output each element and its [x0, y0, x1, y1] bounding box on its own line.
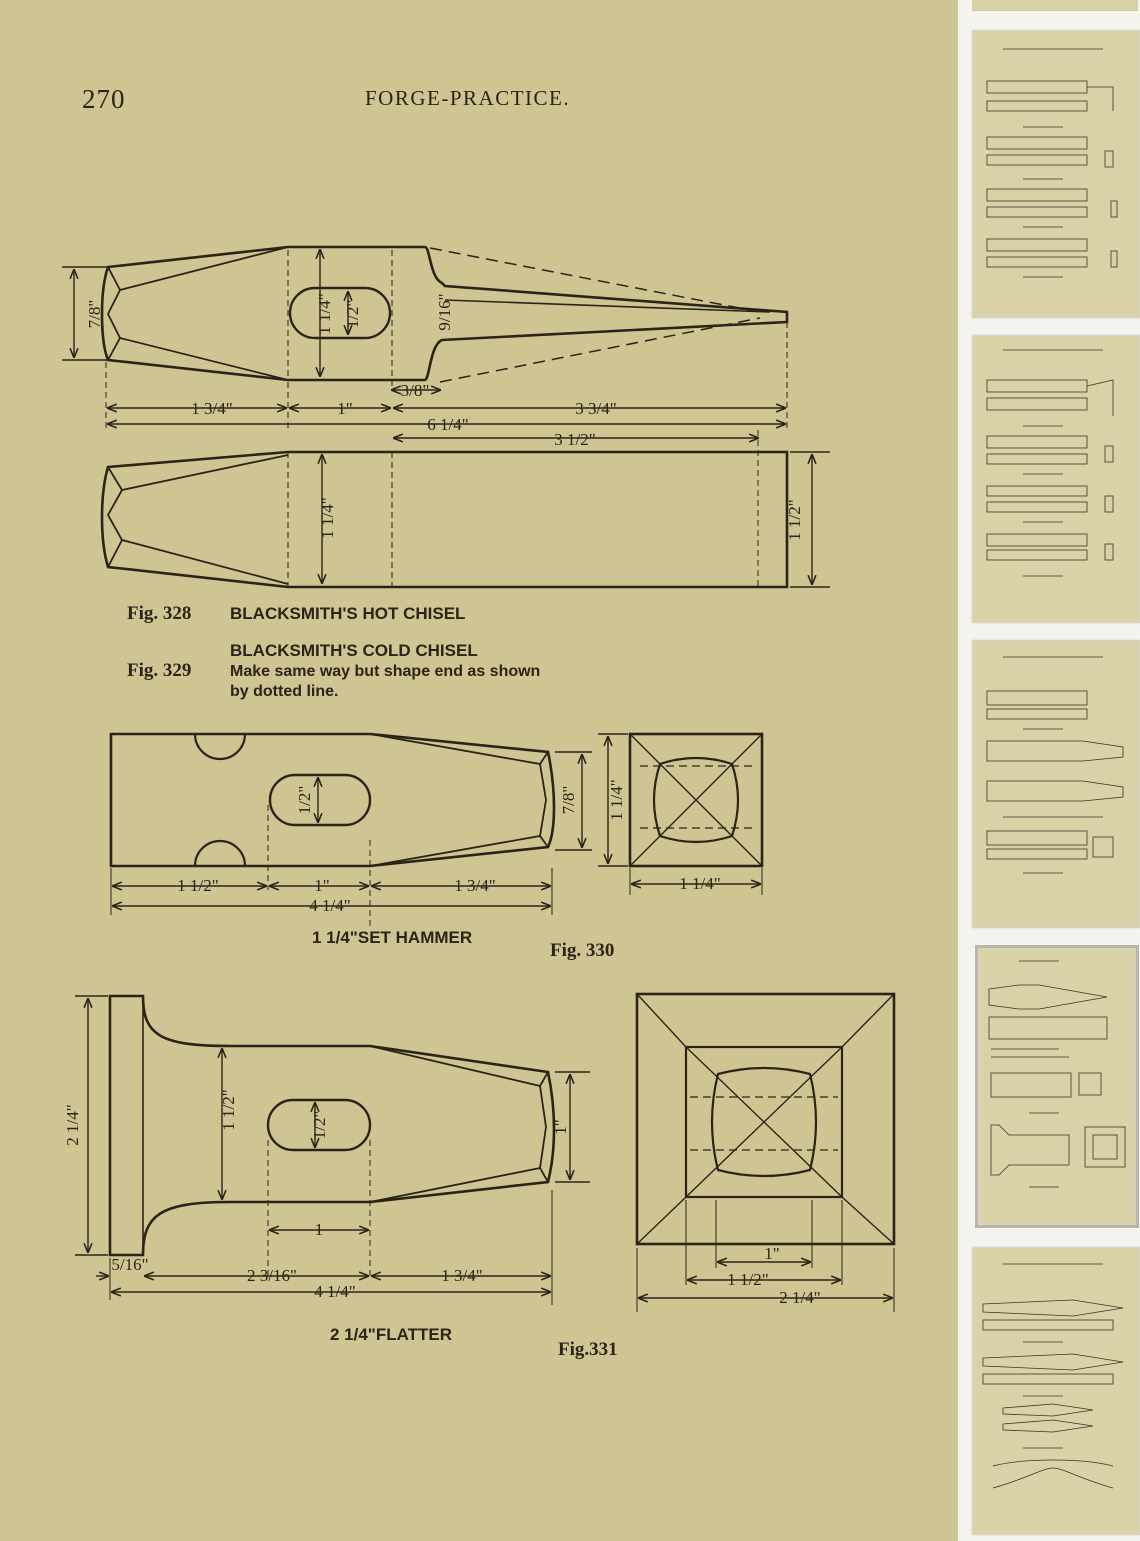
thumbnail-preview	[973, 336, 1139, 622]
dim-hot-chisel-seg-b: 1"	[337, 399, 353, 418]
dim-hot-chisel-seg-a: 1 3/4"	[191, 399, 233, 418]
dim-hot-chisel-lower-right: 1 1/2"	[785, 499, 804, 541]
thumb-page-1[interactable]	[972, 30, 1140, 318]
dim-hot-chisel-lower-mid: 1 1/4"	[318, 497, 337, 539]
dim-hot-chisel-eye-outer: 1 1/4"	[315, 293, 334, 335]
fig-329-label: Fig. 329	[127, 660, 192, 681]
dim-hot-chisel-height: 7/8"	[85, 299, 104, 329]
fig-329-note-line1: Make same way but shape end as shown	[230, 663, 541, 680]
fig-329-note-line2: by dotted line.	[230, 683, 339, 700]
thumb-page-3[interactable]	[972, 640, 1140, 928]
dim-set-hammer-square: 1 1/4"	[679, 874, 721, 893]
hot-chisel-side-view	[102, 430, 830, 587]
running-head: FORGE-PRACTICE.	[365, 86, 571, 110]
dim-flatter-seg-a: 5/16"	[111, 1255, 149, 1274]
dim-flatter-seg-b: 2 3/16"	[247, 1266, 297, 1285]
dim-flatter-inner: 1"	[764, 1244, 780, 1263]
dim-set-hammer-seg-a: 1 1/2"	[177, 876, 219, 895]
dim-flatter-eye: 1/2"	[310, 1110, 329, 1140]
flatter-end-view	[637, 994, 894, 1312]
dim-hot-chisel-neck: 9/16"	[435, 293, 454, 331]
thumb-page-2[interactable]	[972, 335, 1140, 623]
thumbnail-preview	[973, 1248, 1139, 1534]
set-hammer-side-view	[111, 734, 592, 930]
dim-flatter-eye-w: 1	[314, 1220, 324, 1239]
dim-flatter-overall: 4 1/4"	[314, 1282, 356, 1301]
dim-flatter-mid: 1 1/2"	[727, 1270, 769, 1289]
thumb-page-4-current[interactable]	[978, 948, 1136, 1225]
fig-330-label: Fig. 330	[550, 940, 615, 961]
dim-set-hammer-overall: 4 1/4"	[309, 896, 351, 915]
dim-hot-chisel-seg-d: 3 3/4"	[575, 399, 617, 418]
dim-set-hammer-side-h: 1 1/4"	[607, 779, 626, 821]
dim-flatter-outer: 2 1/4"	[779, 1288, 821, 1307]
dim-hot-chisel-eye-inner: 1/2"	[343, 299, 362, 329]
dim-hot-chisel-lower-run: 3 1/2"	[554, 430, 596, 449]
dim-set-hammer-eye: 1/2"	[295, 785, 314, 815]
dim-hot-chisel-overall: 6 1/4"	[427, 415, 469, 434]
page-thumbnail-rail[interactable]	[958, 0, 1140, 1541]
fig-329-title: BLACKSMITH'S COLD CHISEL	[230, 641, 478, 660]
thumb-page-5[interactable]	[972, 1247, 1140, 1535]
dim-flatter-height: 2 1/4"	[63, 1104, 82, 1146]
dim-set-hammer-face-h: 7/8"	[559, 785, 578, 815]
page-number: 270	[82, 84, 126, 114]
fig-328-label: Fig. 328	[127, 603, 192, 624]
dim-set-hammer-seg-c: 1 3/4"	[454, 876, 496, 895]
dim-flatter-right-h: 1"	[551, 1119, 570, 1135]
set-hammer-title: 1 1/4"SET HAMMER	[312, 928, 473, 947]
thumbnail-preview	[973, 641, 1139, 927]
thumbnail-preview	[979, 949, 1135, 1224]
flatter-side-view	[75, 996, 590, 1305]
thumbnail-preview	[973, 31, 1139, 317]
thumb-page-previous[interactable]	[972, 0, 1138, 11]
dim-flatter-body-h: 1 1/2"	[219, 1089, 238, 1131]
dim-flatter-seg-c: 1 3/4"	[441, 1266, 483, 1285]
fig-328-title: BLACKSMITH'S HOT CHISEL	[230, 604, 466, 623]
fig-331-label: Fig.331	[558, 1339, 618, 1360]
flatter-title: 2 1/4"FLATTER	[330, 1325, 453, 1344]
dim-hot-chisel-seg-c: 3/8"	[400, 381, 430, 400]
hot-chisel-top-view	[62, 247, 787, 390]
dim-set-hammer-seg-b: 1"	[314, 876, 330, 895]
